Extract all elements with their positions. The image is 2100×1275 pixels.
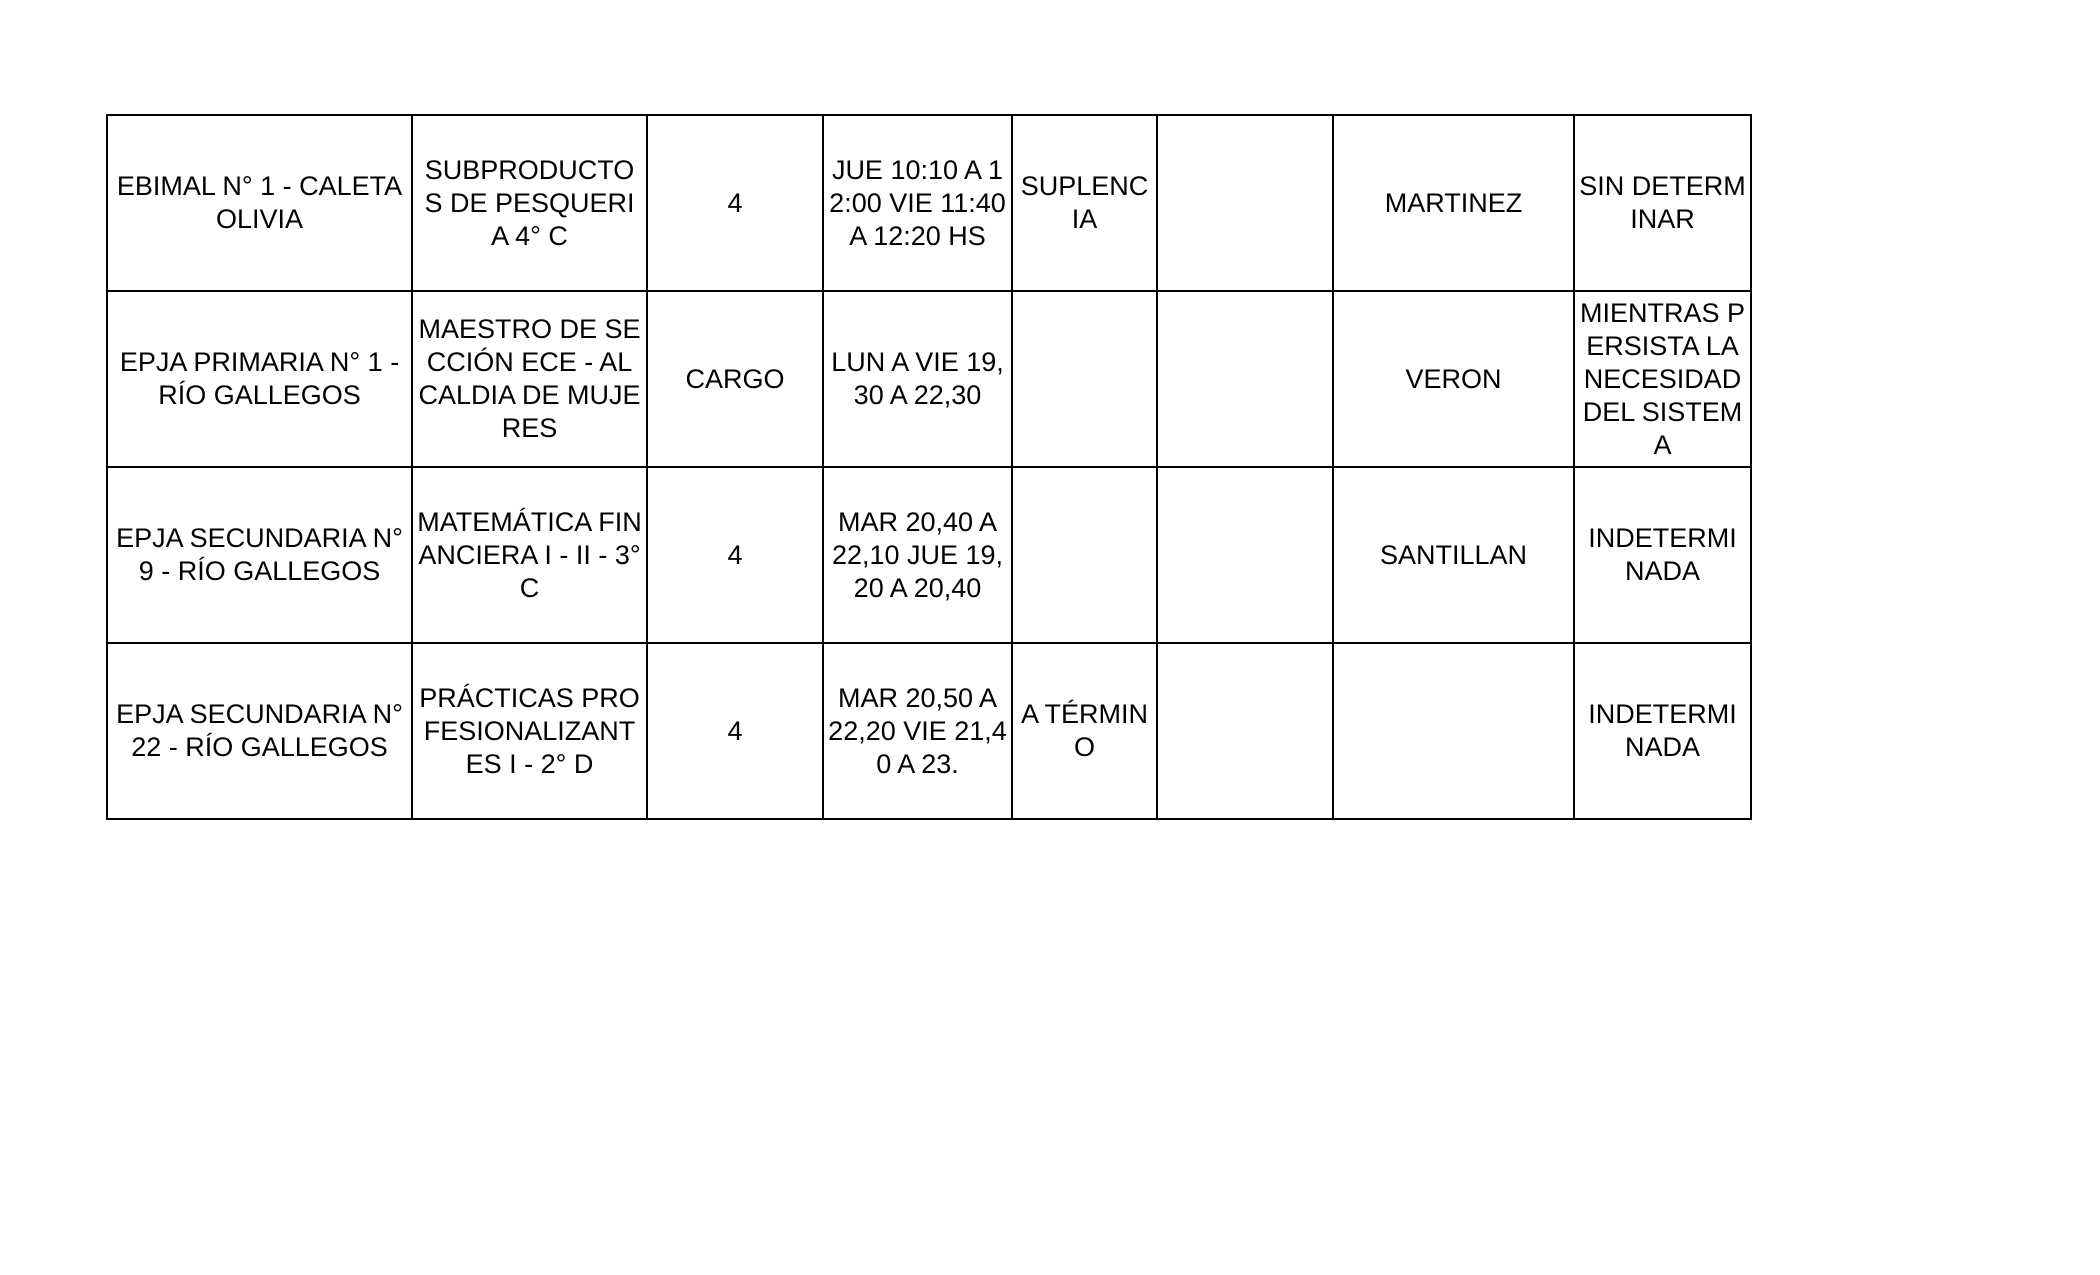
hours-cell: 4 xyxy=(647,643,823,819)
situation-cell xyxy=(1012,291,1157,467)
school-cell: EBIMAL N° 1 - CALETA OLIVIA xyxy=(107,115,412,291)
table-row xyxy=(107,643,1751,819)
subject-cell: MATEMÁTICA FINANCIERA I - II - 3° C xyxy=(412,467,647,643)
surname-cell: VERON xyxy=(1333,291,1574,467)
vacancy-table xyxy=(106,114,1752,820)
school-cell: EPJA SECUNDARIA N° 9 - RÍO GALLEGOS xyxy=(107,467,412,643)
schedule-cell: MAR 20,40 A 22,10 JUE 19,20 A 20,40 xyxy=(823,467,1012,643)
subject-cell: SUBPRODUCTOS DE PESQUERIA 4° C xyxy=(412,115,647,291)
hours-cell: 4 xyxy=(647,115,823,291)
duration-cell: INDETERMINADA xyxy=(1574,643,1751,819)
duration-cell: SIN DETERMINAR xyxy=(1574,115,1751,291)
school-cell: EPJA PRIMARIA N° 1 - RÍO GALLEGOS xyxy=(107,291,412,467)
duration-cell: MIENTRAS PERSISTA LA NECESIDAD DEL SISTEMA xyxy=(1574,291,1751,467)
hours-cell: CARGO xyxy=(647,291,823,467)
situation-cell: A TÉRMINO xyxy=(1012,643,1157,819)
extra-cell xyxy=(1157,291,1333,467)
surname-cell: MARTINEZ xyxy=(1333,115,1574,291)
school-cell: EPJA SECUNDARIA N° 22 - RÍO GALLEGOS xyxy=(107,643,412,819)
surname-cell: SANTILLAN xyxy=(1333,467,1574,643)
schedule-cell: MAR 20,50 A 22,20 VIE 21,40 A 23. xyxy=(823,643,1012,819)
extra-cell xyxy=(1157,467,1333,643)
subject-cell: MAESTRO DE SECCIÓN ECE - ALCALDIA DE MUJERES xyxy=(412,291,647,467)
surname-cell xyxy=(1333,643,1574,819)
table-row xyxy=(107,467,1751,643)
table-row xyxy=(107,115,1751,291)
subject-cell: PRÁCTICAS PROFESIONALIZANTES I - 2° D xyxy=(412,643,647,819)
extra-cell xyxy=(1157,115,1333,291)
schedule-cell: LUN A VIE 19,30 A 22,30 xyxy=(823,291,1012,467)
extra-cell xyxy=(1157,643,1333,819)
hours-cell: 4 xyxy=(647,467,823,643)
schedule-cell: JUE 10:10 A 12:00 VIE 11:40 A 12:20 HS xyxy=(823,115,1012,291)
situation-cell xyxy=(1012,467,1157,643)
table-row xyxy=(107,291,1751,467)
situation-cell: SUPLENCIA xyxy=(1012,115,1157,291)
duration-cell: INDETERMINADA xyxy=(1574,467,1751,643)
